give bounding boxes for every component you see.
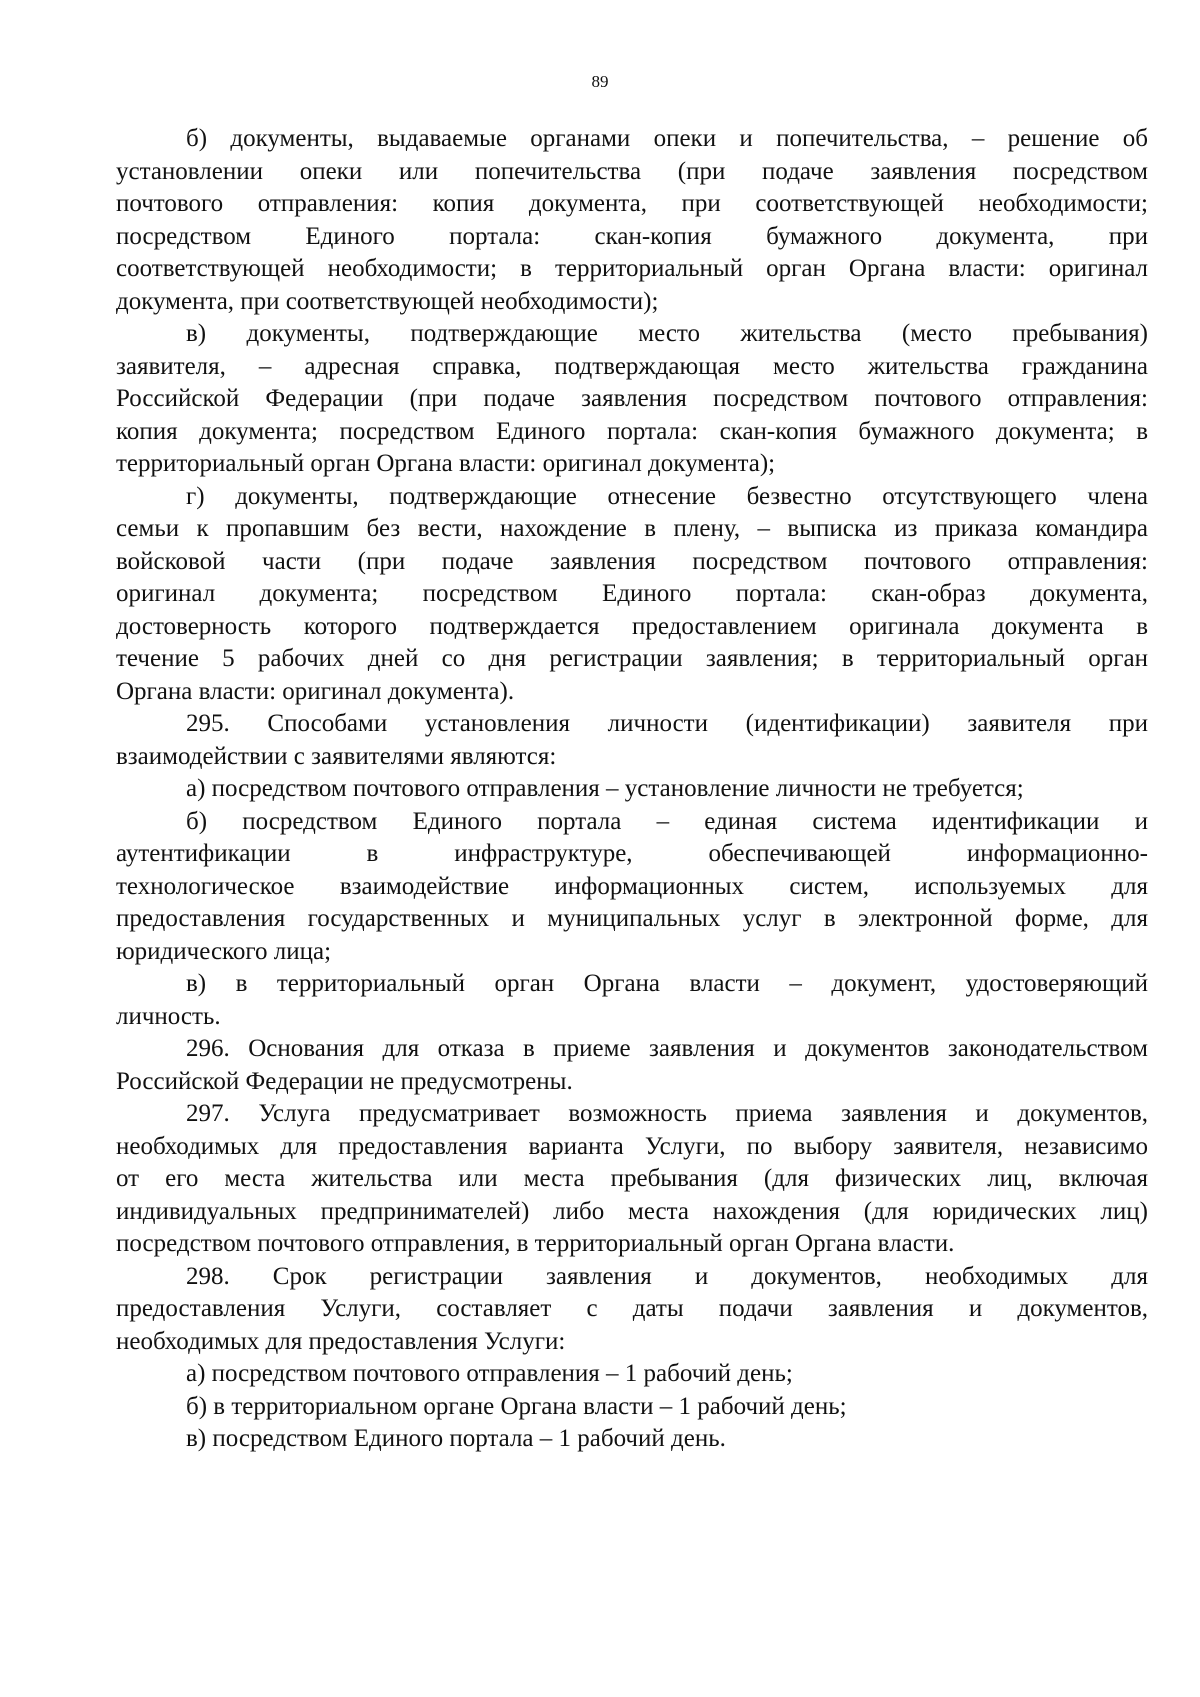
text-line: посредством Единого портала: скан-копия бумажного документа, при <box>116 222 1148 250</box>
text-line: войсковой части (при подаче заявления посредством почтового отправления: <box>116 547 1148 575</box>
text-line: Российской Федерации не предусмотрены. <box>116 1067 573 1095</box>
paragraph <box>116 1033 1148 1098</box>
text-line: технологическое взаимодействие информационных систем, используемых для <box>116 872 1148 900</box>
text-line: а) посредством почтового отправления – 1 рабочий день; <box>186 1360 793 1387</box>
text-line: а) посредством почтового отправления – установление личности не требуется; <box>186 775 1024 802</box>
text-line: г) документы, подтверждающие отнесение безвестно отсутствующего члена <box>186 482 1148 510</box>
text-line: посредством почтового отправления, в территориальный орган Органа власти. <box>116 1230 955 1257</box>
text-line: необходимых для предоставления варианта Услуги, по выбору заявителя, независимо <box>116 1132 1148 1160</box>
text-line: установлении опеки или попечительства (при подаче заявления посредством <box>116 157 1148 185</box>
text-line: личность. <box>116 1002 221 1030</box>
text-line: Органа власти: оригинал документа). <box>116 677 515 705</box>
paragraph <box>116 1358 1148 1391</box>
text-line: в) посредством Единого портала – 1 рабочий день. <box>186 1425 726 1452</box>
text-line: взаимодействии с заявителями являются: <box>116 742 557 770</box>
text-line: 297. Услуга предусматривает возможность приема заявления и документов, <box>186 1100 1148 1127</box>
text-line: 296. Основания для отказа в приеме заявления и документов законодательством <box>186 1035 1148 1062</box>
text-line: предоставления Услуги, составляет с даты подачи заявления и документов, <box>116 1295 1148 1322</box>
text-line: Российской Федерации (при подаче заявления посредством почтового отправления: <box>116 385 1148 412</box>
text-line: документа, при соответствующей необходимости); <box>116 287 659 315</box>
paragraph <box>116 1391 1148 1424</box>
paragraph <box>116 1098 1148 1261</box>
text-line: соответствующей необходимости; в территориальный орган Органа власти: оригинал <box>116 255 1148 282</box>
text-line: течение 5 рабочих дней со дня регистрации заявления; в территориальный орган <box>116 645 1148 672</box>
text-line: 298. Срок регистрации заявления и документов, необходимых для <box>186 1262 1148 1290</box>
paragraph <box>116 968 1148 1033</box>
text-line: б) посредством Единого портала – единая система идентификации и <box>186 807 1148 835</box>
text-line: предоставления государственных и муниципальных услуг в электронной форме, для <box>116 905 1148 932</box>
text-line: заявителя, – адресная справка, подтверждающая место жительства гражданина <box>116 352 1148 380</box>
paragraph <box>116 318 1148 481</box>
text-line: от его места жительства или места пребывания (для физических лиц, включая <box>116 1165 1148 1192</box>
text-line: в) в территориальный орган Органа власти – документ, удостоверяющий <box>186 970 1148 997</box>
text-line: б) документы, выдаваемые органами опеки и попечительства, – решение об <box>186 125 1148 152</box>
text-line: копия документа; посредством Единого портала: скан-копия бумажного документа; в <box>116 417 1148 445</box>
text-line: б) в территориальном органе Органа власти – 1 рабочий день; <box>186 1392 847 1420</box>
paragraph <box>116 708 1148 773</box>
text-line: 295. Способами установления личности (идентификации) заявителя при <box>186 710 1148 737</box>
text-line: достоверность которого подтверждается предоставлением оригинала документа в <box>116 612 1148 640</box>
document-body <box>116 123 1148 1456</box>
text-line: в) документы, подтверждающие место жительства (место пребывания) <box>186 320 1148 347</box>
paragraph <box>116 123 1148 318</box>
text-line: юридического лица; <box>116 937 332 965</box>
text-line: территориальный орган Органа власти: оригинал документа); <box>116 450 776 477</box>
text-line: аутентификации в инфраструктуре, обеспечивающей информационно- <box>116 840 1148 867</box>
text-line: почтового отправления: копия документа, при соответствующей необходимости; <box>116 190 1148 217</box>
paragraph <box>116 806 1148 969</box>
page-number: 89 <box>591 72 609 91</box>
text-line: семьи к пропавшим без вести, нахождение в плену, – выписка из приказа командира <box>116 515 1148 542</box>
text-line: оригинал документа; посредством Единого портала: скан-образ документа, <box>116 580 1148 607</box>
text-line: необходимых для предоставления Услуги: <box>116 1327 566 1355</box>
paragraph <box>116 481 1148 709</box>
paragraph <box>116 1261 1148 1359</box>
paragraph <box>116 1423 1148 1456</box>
paragraph <box>116 773 1148 806</box>
text-line: индивидуальных предпринимателей) либо места нахождения (для юридических лиц) <box>116 1197 1148 1225</box>
